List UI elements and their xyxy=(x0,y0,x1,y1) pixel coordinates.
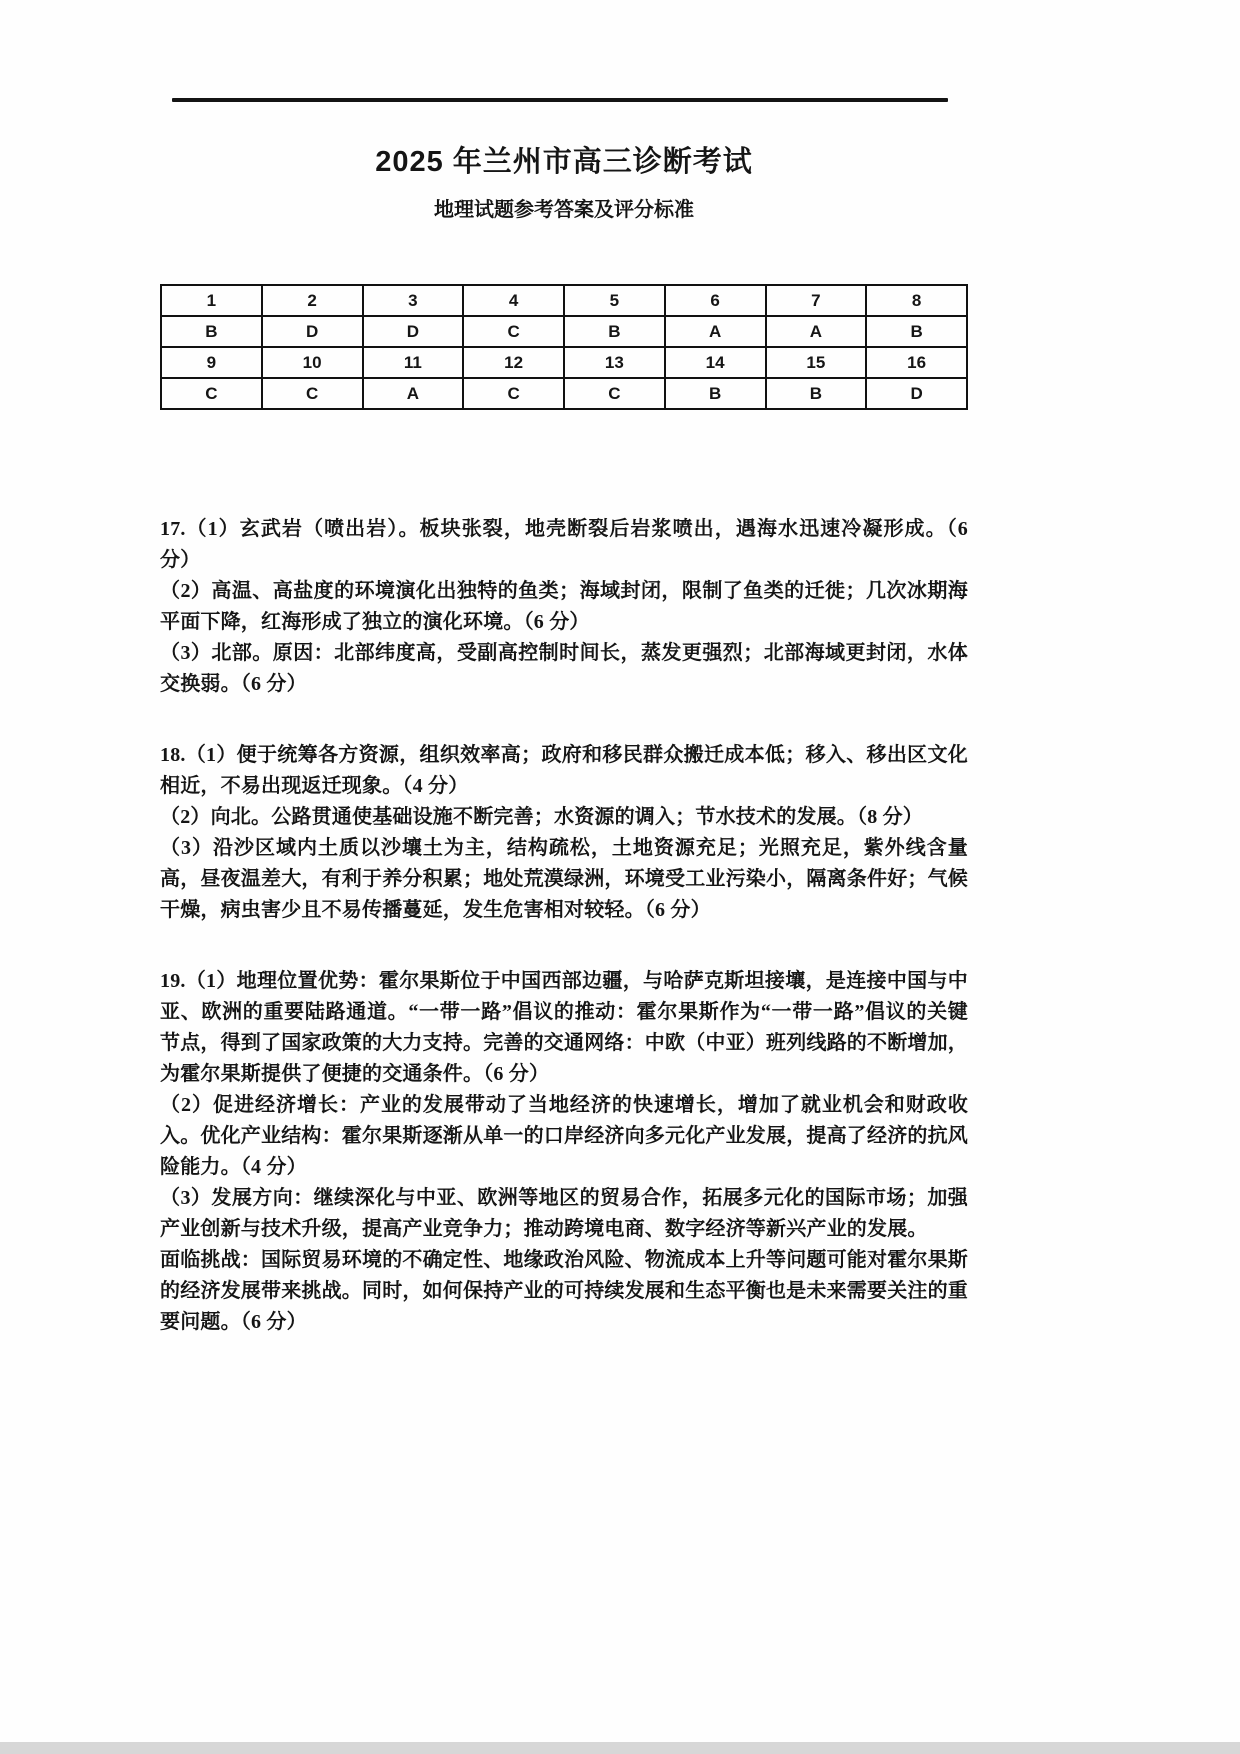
answer-cell: A xyxy=(665,316,766,347)
question-number-cell: 6 xyxy=(665,285,766,316)
question-number-cell: 4 xyxy=(463,285,564,316)
answer-paragraph: （2）向北。公路贯通使基础设施不断完善；水资源的调入；节水技术的发展。（8 分） xyxy=(160,806,923,828)
answer-cell: C xyxy=(161,378,262,409)
top-divider xyxy=(172,98,948,102)
answer-cell: B xyxy=(866,316,967,347)
question-number-cell: 10 xyxy=(262,347,363,378)
answer-paragraph: （3）发展方向：继续深化与中亚、欧洲等地区的贸易合作，拓展多元化的国际市场；加强产业创新与技术升级，提高产业竞争力；推动跨境电商、数字经济等新兴产业的发展。 xyxy=(160,1187,968,1240)
answer-cell: B xyxy=(161,316,262,347)
answer-paragraph: 17.（1）玄武岩（喷出岩）。板块张裂，地壳断裂后岩浆喷出，遇海水迅速冷凝形成。（6 分） xyxy=(160,518,968,571)
page-title: 2025 年兰州市高三诊断考试 xyxy=(375,146,753,178)
question-number-cell: 14 xyxy=(665,347,766,378)
question-number-cell: 7 xyxy=(766,285,867,316)
question-number-cell: 1 xyxy=(161,285,262,316)
question-number-cell: 11 xyxy=(363,347,464,378)
answer-cell: C xyxy=(564,378,665,409)
question-number-cell: 9 xyxy=(161,347,262,378)
page-subtitle: 地理试题参考答案及评分标准 xyxy=(434,199,694,221)
question-17-answer xyxy=(160,514,968,700)
table-row-answers-1-8 xyxy=(161,316,967,347)
answer-paragraph: 18.（1）便于统筹各方资源，组织效率高；政府和移民群众搬迁成本低；移入、移出区文化相近，不易出现返迁现象。（4 分） xyxy=(160,744,968,797)
answer-cell: D xyxy=(866,378,967,409)
question-18-answer xyxy=(160,740,968,926)
question-19-answer xyxy=(160,966,968,1338)
answer-paragraph: 面临挑战：国际贸易环境的不确定性、地缘政治风险、物流成本上升等问题可能对霍尔果斯的经济发展带来挑战。同时，如何保持产业的可持续发展和生态平衡也是未来需要关注的重要问题。（6 分） xyxy=(160,1249,968,1333)
answer-cell: A xyxy=(766,316,867,347)
answer-paragraph: （3）北部。原因：北部纬度高，受副高控制时间长，蒸发更强烈；北部海域更封闭，水体交换弱。（6 分） xyxy=(160,642,968,695)
multiple-choice-answer-table xyxy=(160,284,968,410)
answer-cell: C xyxy=(463,316,564,347)
question-number-cell: 15 xyxy=(766,347,867,378)
question-number-cell: 5 xyxy=(564,285,665,316)
free-response-answers xyxy=(160,514,968,1338)
table-row-question-numbers-1-8 xyxy=(161,285,967,316)
question-number-cell: 12 xyxy=(463,347,564,378)
answer-paragraph: 19.（1）地理位置优势：霍尔果斯位于中国西部边疆，与哈萨克斯坦接壤，是连接中国与中亚、欧洲的重要陆路通道。“一带一路”倡议的推动：霍尔果斯作为“一带一路”倡议的关键节点，得到了国家政策的大力支持。完善的交通网络：中欧（中亚）班列线路的不断增加，为霍尔果斯提供了便捷的交通条件。（6 分） xyxy=(160,970,968,1085)
page-content xyxy=(160,0,968,1378)
answer-paragraph: （2）促进经济增长：产业的发展带动了当地经济的快速增长，增加了就业机会和财政收入。优化产业结构：霍尔果斯逐渐从单一的口岸经济向多元化产业发展，提高了经济的抗风险能力。（4 分） xyxy=(160,1094,968,1178)
answer-cell: B xyxy=(665,378,766,409)
question-number-cell: 16 xyxy=(866,347,967,378)
question-number-cell: 2 xyxy=(262,285,363,316)
answer-cell: C xyxy=(463,378,564,409)
question-number-cell: 13 xyxy=(564,347,665,378)
table-row-question-numbers-9-16 xyxy=(161,347,967,378)
answer-cell: D xyxy=(262,316,363,347)
answer-cell: B xyxy=(564,316,665,347)
answer-cell: C xyxy=(262,378,363,409)
answer-paragraph: （2）高温、高盐度的环境演化出独特的鱼类；海域封闭，限制了鱼类的迁徙；几次冰期海平面下降，红海形成了独立的演化环境。（6 分） xyxy=(160,580,968,633)
table-row-answers-9-16 xyxy=(161,378,967,409)
scan-edge-bar xyxy=(0,1742,1240,1754)
answer-cell: B xyxy=(766,378,867,409)
answer-cell: A xyxy=(363,378,464,409)
answer-paragraph: （3）沿沙区域内土质以沙壤土为主，结构疏松，土地资源充足；光照充足，紫外线含量高，昼夜温差大，有利于养分积累；地处荒漠绿洲，环境受工业污染小，隔离条件好；气候干燥，病虫害少且不易传播蔓延，发生危害相对较轻。（6 分） xyxy=(160,837,968,921)
answer-cell: D xyxy=(363,316,464,347)
question-number-cell: 3 xyxy=(363,285,464,316)
question-number-cell: 8 xyxy=(866,285,967,316)
